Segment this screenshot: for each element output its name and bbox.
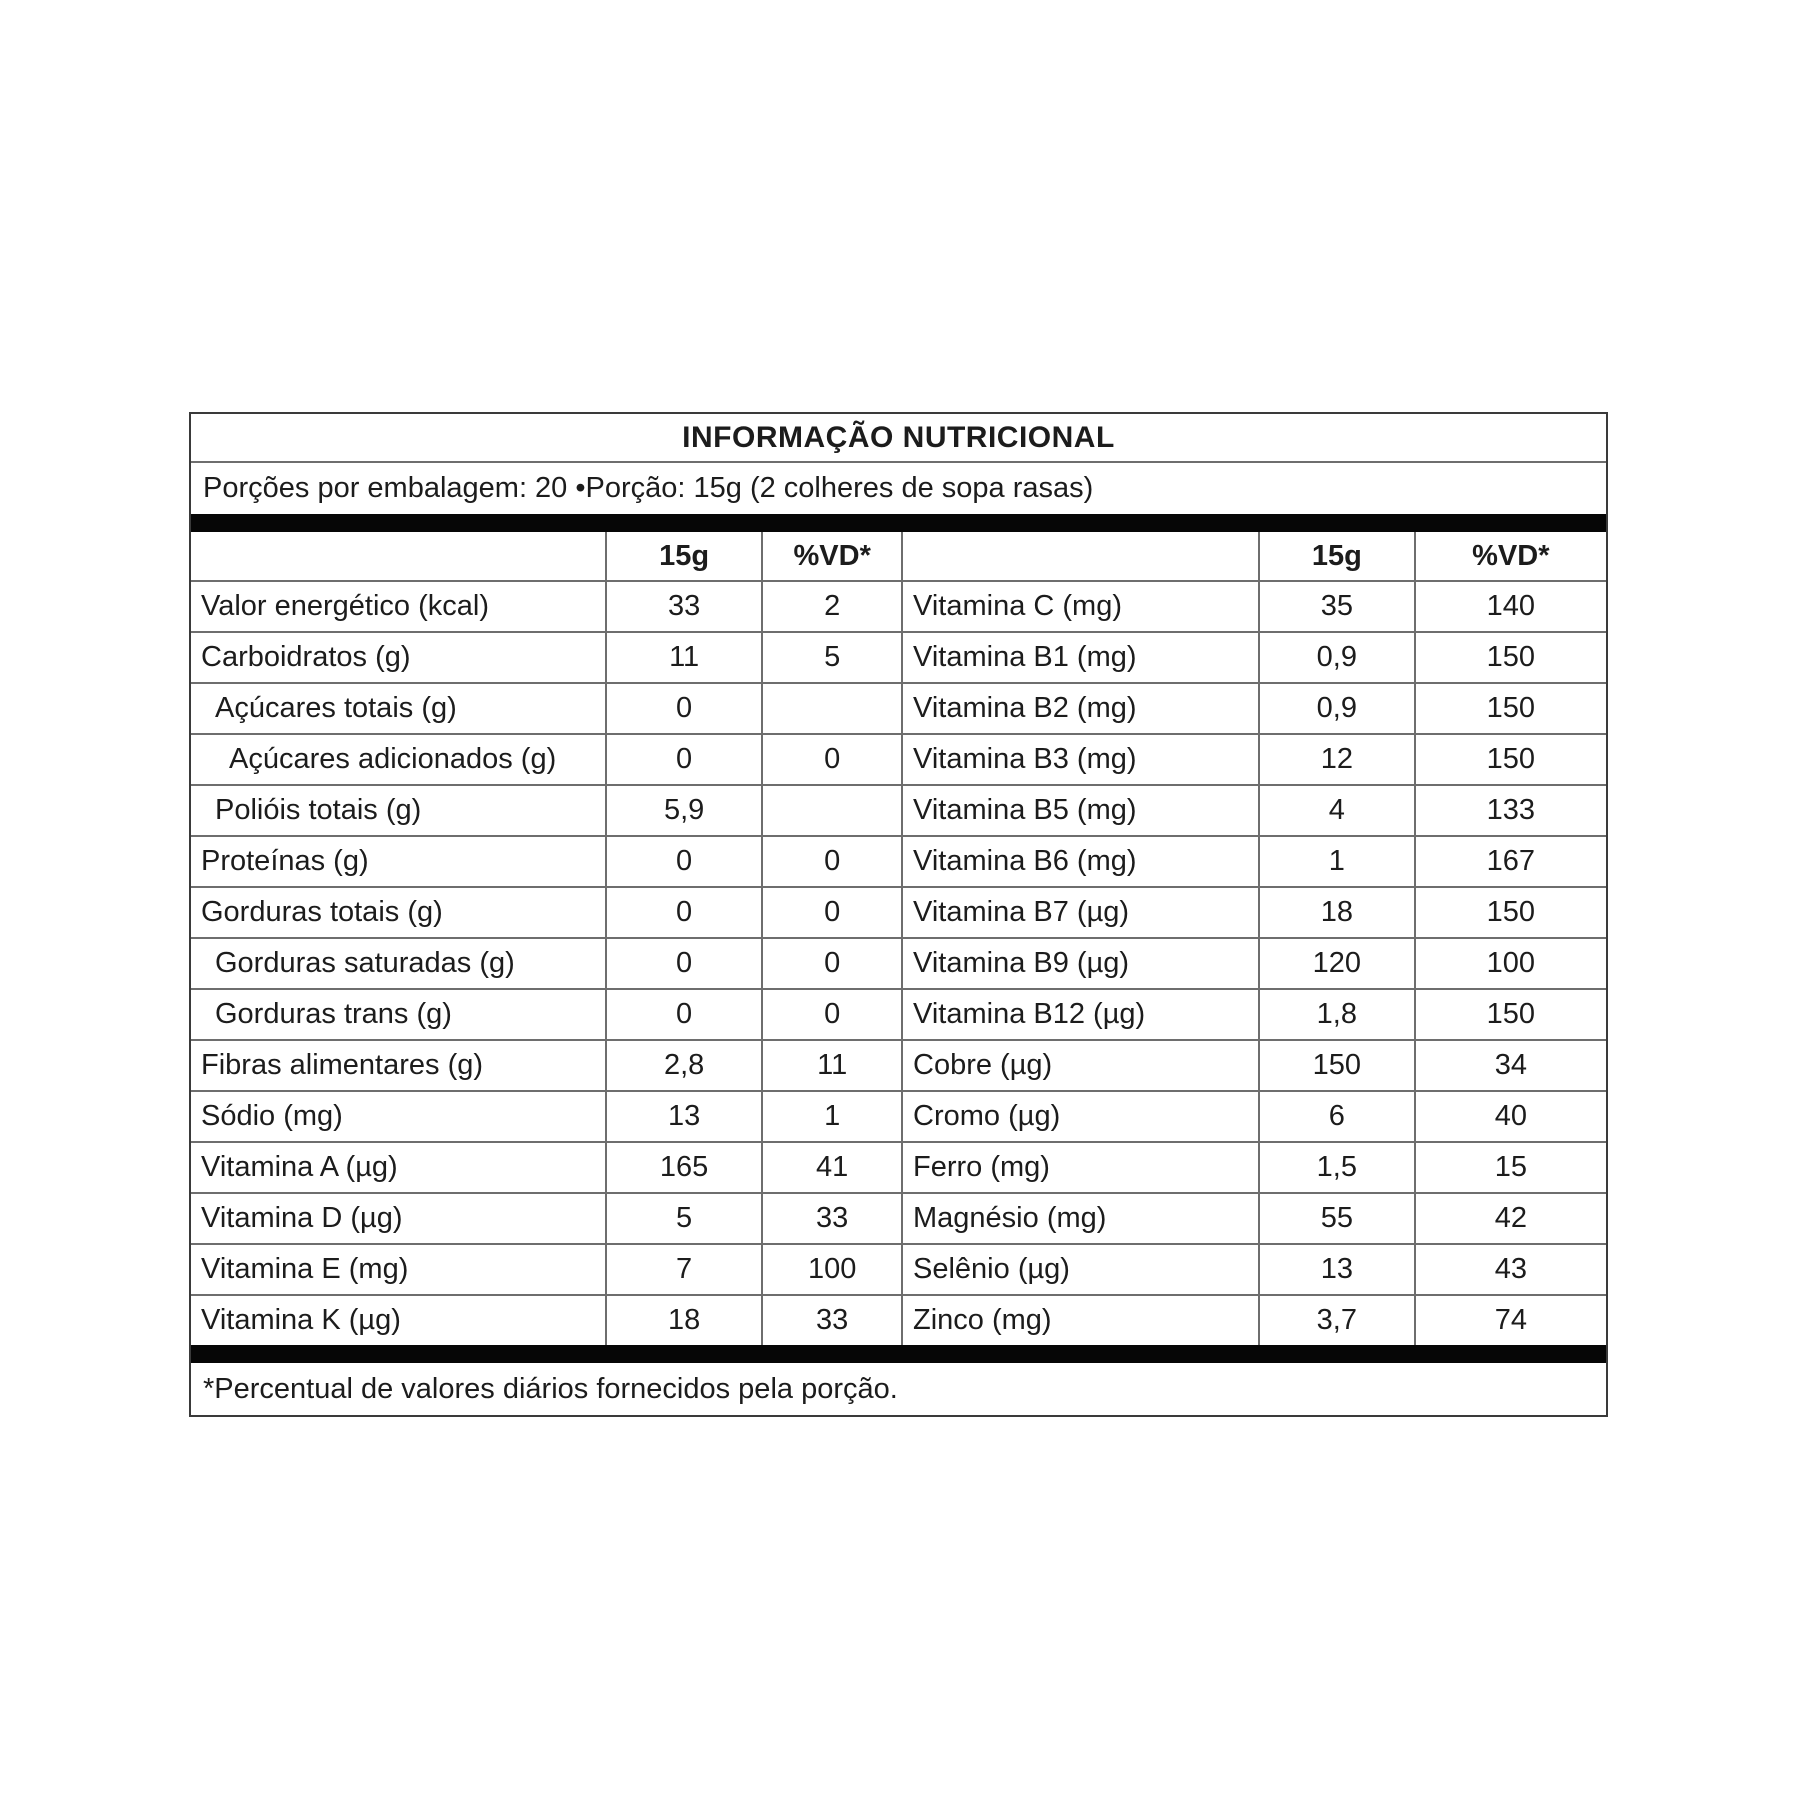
dv-value: 100	[1414, 939, 1606, 988]
separator-bar-bottom	[191, 1345, 1606, 1363]
nutrient-name: Vitamina B6 (mg)	[901, 837, 1258, 886]
amount-value: 7	[605, 1245, 761, 1294]
table-title: INFORMAÇÃO NUTRICIONAL	[191, 414, 1606, 463]
nutrient-name: Fibras alimentares (g)	[201, 1049, 484, 1081]
nutrient-name: Carboidratos (g)	[201, 641, 411, 673]
table-row	[191, 1192, 1606, 1243]
dv-value: 0	[761, 735, 901, 784]
nutrient-name: Vitamina B7 (µg)	[901, 888, 1258, 937]
table-row	[191, 1243, 1606, 1294]
amount-value: 55	[1258, 1194, 1414, 1243]
dv-value: 11	[761, 1041, 901, 1090]
amount-value: 150	[1258, 1041, 1414, 1090]
nutrient-name: Vitamina A (µg)	[201, 1151, 398, 1183]
amount-value: 3,7	[1258, 1296, 1414, 1345]
nutrient-name: Gorduras saturadas (g)	[215, 947, 515, 979]
nutrient-name: Vitamina C (mg)	[901, 582, 1258, 631]
amount-value: 165	[605, 1143, 761, 1192]
amount-value: 18	[605, 1296, 761, 1345]
amount-value: 5	[605, 1194, 761, 1243]
amount-value: 0	[605, 990, 761, 1039]
amount-value: 120	[1258, 939, 1414, 988]
nutrient-name: Vitamina E (mg)	[201, 1253, 409, 1285]
dv-value: 150	[1414, 735, 1606, 784]
nutrient-name: Gorduras totais (g)	[201, 896, 443, 928]
amount-value: 11	[605, 633, 761, 682]
amount-value: 0,9	[1258, 633, 1414, 682]
nutrient-name: Gorduras trans (g)	[215, 998, 452, 1030]
table-row	[191, 988, 1606, 1039]
amount-value: 1,5	[1258, 1143, 1414, 1192]
dv-value: 34	[1414, 1041, 1606, 1090]
amount-value: 5,9	[605, 786, 761, 835]
amount-value: 35	[1258, 582, 1414, 631]
amount-value: 0,9	[1258, 684, 1414, 733]
nutrient-name: Cromo (µg)	[901, 1092, 1258, 1141]
nutrient-name: Açúcares adicionados (g)	[229, 743, 557, 775]
column-header-amount-right: 15g	[1258, 532, 1414, 580]
nutrient-name: Vitamina D (µg)	[201, 1202, 403, 1234]
nutrient-name: Vitamina K (µg)	[201, 1304, 401, 1336]
amount-value: 0	[605, 684, 761, 733]
dv-value: 42	[1414, 1194, 1606, 1243]
table-row	[191, 580, 1606, 631]
separator-bar-top	[191, 514, 1606, 532]
dv-value: 0	[761, 990, 901, 1039]
dv-value: 150	[1414, 684, 1606, 733]
nutrient-name: Vitamina B12 (µg)	[901, 990, 1258, 1039]
nutrient-name: Magnésio (mg)	[901, 1194, 1258, 1243]
column-header-dv-right: %VD*	[1414, 532, 1606, 580]
amount-value: 18	[1258, 888, 1414, 937]
dv-footnote: *Percentual de valores diários fornecidos pela porção.	[203, 1372, 898, 1405]
nutrient-name: Proteínas (g)	[201, 845, 369, 877]
table-row	[191, 784, 1606, 835]
table-row	[191, 835, 1606, 886]
nutrient-name: Vitamina B9 (µg)	[901, 939, 1258, 988]
amount-value: 13	[605, 1092, 761, 1141]
dv-value: 150	[1414, 990, 1606, 1039]
table-row	[191, 631, 1606, 682]
header-spacer-right	[901, 532, 1258, 580]
nutrient-name: Cobre (µg)	[901, 1041, 1258, 1090]
column-header-amount-left: 15g	[605, 532, 761, 580]
amount-value: 1,8	[1258, 990, 1414, 1039]
nutrient-name: Sódio (mg)	[201, 1100, 343, 1132]
table-row	[191, 1090, 1606, 1141]
column-header-dv-left: %VD*	[761, 532, 901, 580]
dv-value: 5	[761, 633, 901, 682]
nutrition-table	[189, 412, 1608, 1417]
amount-value: 1	[1258, 837, 1414, 886]
nutrient-name: Vitamina B5 (mg)	[901, 786, 1258, 835]
dv-value: 2	[761, 582, 901, 631]
table-row	[191, 886, 1606, 937]
dv-value: 74	[1414, 1296, 1606, 1345]
nutrient-name: Selênio (µg)	[901, 1245, 1258, 1294]
nutrient-name: Ferro (mg)	[901, 1143, 1258, 1192]
nutrient-name: Valor energético (kcal)	[201, 590, 489, 622]
dv-value: 150	[1414, 888, 1606, 937]
amount-value: 0	[605, 888, 761, 937]
amount-value: 4	[1258, 786, 1414, 835]
dv-value: 167	[1414, 837, 1606, 886]
nutrient-name: Açúcares totais (g)	[215, 692, 457, 724]
amount-value: 0	[605, 939, 761, 988]
table-row	[191, 733, 1606, 784]
amount-value: 0	[605, 837, 761, 886]
dv-value: 43	[1414, 1245, 1606, 1294]
dv-value: 140	[1414, 582, 1606, 631]
amount-value: 12	[1258, 735, 1414, 784]
dv-value: 33	[761, 1194, 901, 1243]
amount-value: 6	[1258, 1092, 1414, 1141]
nutrient-name: Vitamina B3 (mg)	[901, 735, 1258, 784]
dv-value: 1	[761, 1092, 901, 1141]
header-spacer-left	[191, 532, 605, 580]
dv-value: 150	[1414, 633, 1606, 682]
dv-value: 0	[761, 888, 901, 937]
table-row	[191, 1294, 1606, 1345]
nutrient-name: Zinco (mg)	[901, 1296, 1258, 1345]
amount-value: 33	[605, 582, 761, 631]
amount-value: 13	[1258, 1245, 1414, 1294]
table-row	[191, 1141, 1606, 1192]
nutrient-name: Vitamina B1 (mg)	[901, 633, 1258, 682]
amount-value: 0	[605, 735, 761, 784]
dv-value	[761, 684, 901, 733]
dv-value: 133	[1414, 786, 1606, 835]
dv-value	[761, 786, 901, 835]
table-row	[191, 937, 1606, 988]
header-row	[191, 532, 1606, 580]
nutrient-name: Vitamina B2 (mg)	[901, 684, 1258, 733]
dv-value: 100	[761, 1245, 901, 1294]
dv-value: 41	[761, 1143, 901, 1192]
table-row	[191, 1039, 1606, 1090]
serving-info: Porções por embalagem: 20 •Porção: 15g (2 colheres de sopa rasas)	[203, 472, 1094, 504]
dv-value: 0	[761, 837, 901, 886]
amount-value: 2,8	[605, 1041, 761, 1090]
dv-value: 0	[761, 939, 901, 988]
table-row	[191, 682, 1606, 733]
nutrient-name: Polióis totais (g)	[215, 794, 422, 826]
dv-value: 40	[1414, 1092, 1606, 1141]
dv-value: 15	[1414, 1143, 1606, 1192]
dv-value: 33	[761, 1296, 901, 1345]
